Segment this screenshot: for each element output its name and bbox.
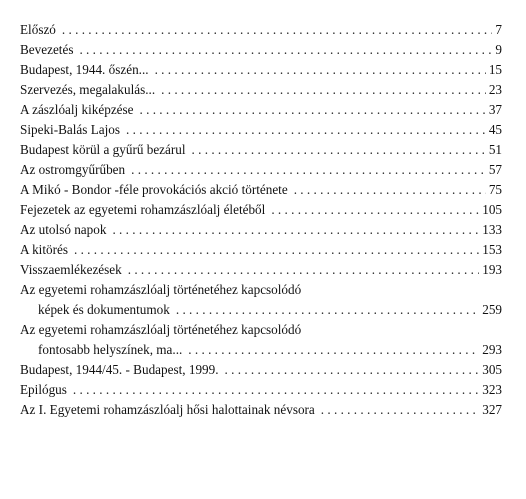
toc-entry-page: 193 (482, 262, 502, 277)
toc-entry-title: Epilógus (20, 382, 67, 397)
toc-entry-page: 15 (488, 62, 502, 77)
toc-entry-page: 105 (482, 202, 502, 217)
toc-entry-title: Budapest, 1944. őszén... (20, 62, 149, 77)
toc-entry[interactable] (20, 320, 502, 360)
toc-entry-title: Előszó (20, 22, 56, 37)
toc-entry-page: 51 (488, 142, 502, 157)
toc-entry-page: 7 (495, 22, 502, 37)
toc-entry-title: Szervezés, megalakulás... (20, 82, 156, 97)
toc-entry-page: 57 (488, 162, 502, 177)
table-of-contents (20, 20, 502, 420)
toc-entry[interactable] (20, 100, 502, 120)
toc-entry[interactable] (20, 200, 502, 220)
toc-entry-title: A Mikó - Bondor -féle provokációs akció története (20, 182, 288, 197)
dot-leader (79, 40, 492, 60)
toc-entry-title: Budapest körül a gyűrű bezárul (20, 142, 186, 157)
dot-leader (62, 20, 493, 40)
dot-leader (126, 120, 486, 140)
toc-entry-title: A zászlóalj kiképzése (20, 102, 134, 117)
toc-entry[interactable] (20, 40, 502, 60)
toc-entry-page: 153 (482, 242, 502, 257)
dot-leader (192, 140, 486, 160)
toc-entry[interactable] (20, 160, 502, 180)
dot-leader (74, 240, 479, 260)
dot-leader (73, 380, 479, 400)
toc-entry[interactable] (20, 80, 502, 100)
toc-entry[interactable] (20, 220, 502, 240)
dot-leader (128, 260, 479, 280)
toc-entry-title: Sipeki-Balás Lajos (20, 122, 120, 137)
dot-leader (225, 360, 480, 380)
toc-entry[interactable] (20, 400, 502, 420)
toc-entry[interactable] (20, 240, 502, 260)
dot-leader (294, 180, 486, 200)
toc-entry-page: 293 (482, 342, 502, 357)
dot-leader (140, 100, 486, 120)
dot-leader (321, 400, 479, 420)
toc-entry-page: 23 (488, 82, 502, 97)
toc-entry-page: 45 (488, 122, 502, 137)
dot-leader (271, 200, 479, 220)
toc-entry-title-line2: fontosabb helyszínek, ma... (38, 342, 183, 357)
toc-entry[interactable] (20, 380, 502, 400)
toc-entry[interactable] (20, 360, 502, 380)
toc-entry-title: Fejezetek az egyetemi rohamzászlóalj életéből (20, 202, 266, 217)
toc-entry-page: 37 (488, 102, 502, 117)
toc-entry[interactable] (20, 280, 502, 320)
toc-entry-page: 133 (482, 222, 502, 237)
toc-entry-page: 323 (482, 382, 502, 397)
toc-entry-title: Az utolsó napok (20, 222, 107, 237)
toc-entry-page: 305 (482, 362, 502, 377)
toc-entry[interactable] (20, 120, 502, 140)
dot-leader (112, 220, 479, 240)
toc-entry-title: Visszaemlékezések (20, 262, 122, 277)
dot-leader (176, 300, 479, 320)
dot-leader (188, 340, 479, 360)
dot-leader (161, 80, 486, 100)
toc-entry-page: 259 (482, 302, 502, 317)
toc-entry-title-line2: képek és dokumentumok (38, 302, 170, 317)
toc-entry[interactable] (20, 260, 502, 280)
dot-leader (155, 60, 486, 80)
toc-entry-title: Az I. Egyetemi rohamzászlóalj hősi halottainak névsora (20, 402, 315, 417)
toc-entry[interactable] (20, 180, 502, 200)
toc-entry-title: Az ostromgyűrűben (20, 162, 126, 177)
toc-entry-title: Bevezetés (20, 42, 74, 57)
toc-entry-title: Budapest, 1944/45. - Budapest, 1999. (20, 362, 219, 377)
toc-entry[interactable] (20, 20, 502, 40)
toc-entry-title-line1: Az egyetemi rohamzászlóalj történetéhez kapcsolódó (20, 282, 302, 297)
toc-entry-page: 327 (482, 402, 502, 417)
toc-entry-title-line1: Az egyetemi rohamzászlóalj történetéhez kapcsolódó (20, 322, 302, 337)
toc-entry-page: 75 (488, 182, 502, 197)
toc-entry[interactable] (20, 60, 502, 80)
toc-entry-title: A kitörés (20, 242, 68, 257)
toc-entry-page: 9 (495, 42, 502, 57)
toc-entry[interactable] (20, 140, 502, 160)
dot-leader (131, 160, 486, 180)
